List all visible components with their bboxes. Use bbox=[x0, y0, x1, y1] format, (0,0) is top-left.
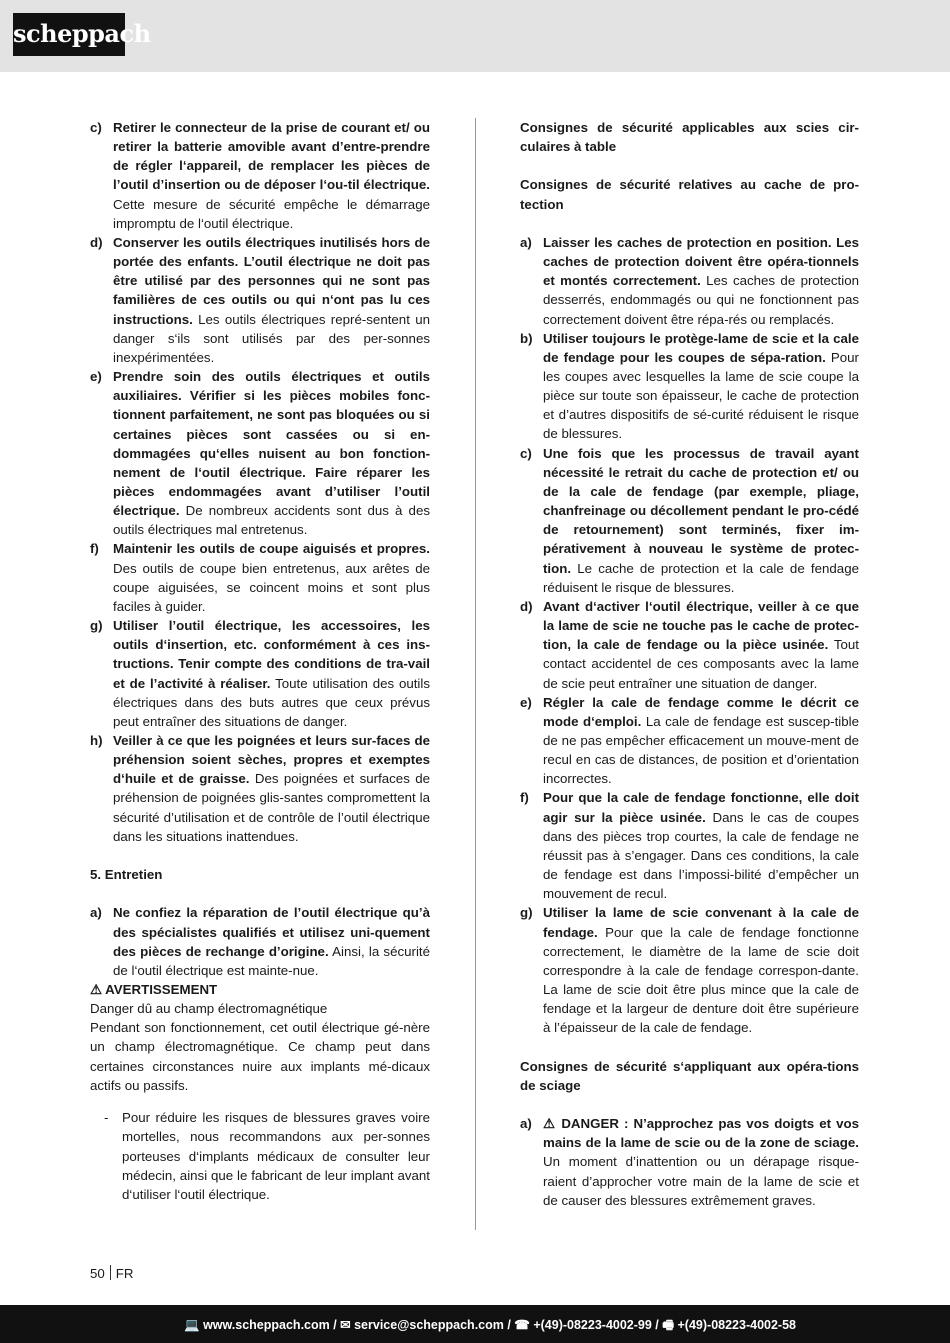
section-heading: 5. Entretien bbox=[90, 867, 163, 883]
item-text: Cette mesure de sécurité empêche le démarrage impromptu de l‘outil électrique. bbox=[113, 196, 430, 231]
item-bold-text: Veiller à ce que les poignées et leurs sur-faces de préhension soient sèches, propres et exemptes d‘huile et de graisse. bbox=[113, 733, 430, 787]
section-heading: Consignes de sécurité applicables aux scies cir-culaires à table bbox=[520, 120, 859, 155]
item-letter: a) bbox=[520, 234, 532, 250]
item-letter: e) bbox=[90, 369, 102, 385]
header-bar bbox=[0, 0, 950, 72]
list-item-f bbox=[90, 539, 430, 616]
item-text: Des poignées et surfaces de préhension de poignées glis-santes compromettent la sécurité d’utilisation et de contrôle de l’outil électrique dans les situations inattendues. bbox=[113, 771, 430, 844]
subsection-heading: Consignes de sécurité relatives au cache de pro-tection bbox=[520, 177, 859, 212]
item-letter: d) bbox=[520, 598, 533, 614]
list-item-a bbox=[520, 233, 859, 329]
item-letter: f) bbox=[90, 541, 99, 557]
list-item-danger bbox=[520, 1114, 859, 1210]
list-item-g bbox=[520, 903, 859, 1037]
page-number bbox=[90, 1265, 134, 1281]
warning-bullet-text: Pour réduire les risques de blessures graves voire mortelles, nous recommandons aux per-sonnes porteuses d‘implants médicaux de consulter leur médecin, ainsi que le fabricant de leur implant avant d‘utiliser l‘outil électrique. bbox=[122, 1110, 430, 1202]
item-text: De nombreux accidents sont dus à des outils électriques mal entretenus. bbox=[113, 503, 430, 538]
item-bold-text: Maintenir les outils de coupe aiguisés et propres. bbox=[113, 541, 430, 557]
item-text: Les caches de protection desserrés, endommagés ou qui ne fonctionnent pas correctement doivent être répa-rés ou remplacés. bbox=[543, 273, 859, 327]
item-letter: f) bbox=[520, 790, 529, 806]
item-letter: a) bbox=[90, 905, 102, 921]
item-letter: a) bbox=[520, 1116, 532, 1132]
list-item-e bbox=[90, 367, 430, 539]
footer-contact: 💻 www.scheppach.com / ✉ service@scheppach.com / ☎ +(49)-08223-4002-99 / 🖷 +(49)-08223-4002-58 bbox=[184, 1318, 796, 1332]
item-letter: c) bbox=[520, 445, 532, 461]
list-item-c bbox=[520, 444, 859, 597]
bullet-dash: - bbox=[104, 1110, 109, 1126]
subsection-heading: Consignes de sécurité s‘appliquant aux opéra-tions de sciage bbox=[520, 1058, 859, 1093]
item-bold-text: Utiliser toujours le protège-lame de scie et la cale de fendage pour les coupes de sépa-ration. bbox=[543, 330, 859, 365]
item-bold-text: Laisser les caches de protection en position. Les caches de protection doivent être opéra-tionnels et montés correctement. bbox=[543, 234, 859, 289]
warning-body: Pendant son fonctionnement, cet outil électrique gé-nère un champ électromagnétique. Ce champ peut dans certaines circonstances nuire aux implants mé-dicaux actifs ou passifs. bbox=[90, 1020, 430, 1093]
brand-logo: scheppach bbox=[13, 13, 125, 56]
item-bold-text: Pour que la cale de fendage fonctionne, elle doit agir sur la pièce usinée. bbox=[543, 790, 859, 825]
item-letter: h) bbox=[90, 733, 103, 748]
item-text: Dans le cas de coupes dans des pièces trop courtes, la cale de fendage ne réussit pas à s’engager. Dans ces conditions, la cale de fendage est dans l’impossi-bilité d’empêcher un mouvement de recul. bbox=[543, 809, 859, 902]
item-letter: g) bbox=[90, 618, 103, 634]
page-separator bbox=[110, 1265, 111, 1280]
item-letter: g) bbox=[520, 905, 533, 921]
list-item-e bbox=[520, 693, 859, 789]
list-item-d bbox=[520, 597, 859, 693]
item-bold-text: Une fois que les processus de travail ayant nécessité le retrait du cache de protection et/ ou de la cale de fendage (par exemple, pliage, chanfreinage ou décollement pendant le pro-cédé de retournement) sont terminés, fixer im-pérativement à nouveau le système de protec-tion. bbox=[543, 445, 859, 576]
column-divider bbox=[475, 118, 476, 1230]
item-text: Le cache de protection et la cale de fendage réduisent le risque de blessures. bbox=[543, 560, 859, 595]
item-letter: e) bbox=[520, 694, 532, 710]
list-item-b bbox=[520, 329, 859, 444]
item-text: Les outils électriques repré-sentent un danger s‘ils sont utilisés par des per-sonnes inexpérimentées. bbox=[113, 311, 430, 365]
item-bold-text: Utiliser l’outil électrique, les accessoires, les outils d‘insertion, etc. conformément à ces ins-tructions. Tenir compte des conditions de tra-vail et de l’activité à réaliser. bbox=[113, 618, 430, 691]
page-language: FR bbox=[115, 1266, 134, 1281]
item-bold-text: Avant d‘activer l‘outil électrique, veiller à ce que la lame de scie ne touche pas le cache de protec-tion, la cale de fendage ou la pièce usinée. bbox=[543, 598, 859, 653]
item-text: Toute utilisation des outils électriques dans des buts autres que ceux prévus peut entraîner des situations de danger. bbox=[113, 675, 430, 729]
item-bold-text: ⚠ DANGER : N’approchez pas vos doigts et vos mains de la lame de scie ou de la zone de sciage. bbox=[543, 1116, 859, 1151]
list-item-f bbox=[520, 788, 859, 903]
item-text: Un moment d’inattention ou un dérapage risque-raient d’approcher votre main de la lame de scie et de causer des blessures extrêmement graves. bbox=[543, 1154, 859, 1208]
footer-bar bbox=[0, 1305, 950, 1343]
list-item-c bbox=[90, 118, 430, 233]
warning-title: ⚠ AVERTISSEMENT bbox=[90, 982, 218, 997]
warning-subtitle: Danger dû au champ électromagnétique bbox=[90, 1001, 328, 1017]
item-text: La cale de fendage est suscep-tible de ne pas empêcher efficacement un mouve-ment de recul en cas de distances, de position et d’orientation incorrectes. bbox=[543, 713, 859, 787]
item-bold-text: Ne confiez la réparation de l’outil électrique qu’à des spécialistes qualifiés et utilisez uni-quement des pièces de rechange d’origine. bbox=[113, 905, 430, 959]
item-text: Pour les coupes avec lesquelles la lame de scie coupe la pièce sur toute son épaisseur, le cache de protection et d’autres dispositifs de sé-curité réduisent le risque de blessures. bbox=[543, 349, 859, 442]
list-item-d bbox=[90, 233, 430, 367]
item-text: Ainsi, la sécurité de l‘outil électrique est mainte-nue. bbox=[113, 943, 430, 978]
list-item-h bbox=[90, 731, 430, 846]
list-item-g bbox=[90, 616, 430, 731]
item-bold-text: Utiliser la lame de scie convenant à la cale de fendage. bbox=[543, 905, 859, 940]
item-letter: c) bbox=[90, 120, 102, 135]
left-column bbox=[90, 118, 430, 1217]
item-bold-text: Régler la cale de fendage comme le décrit ce mode d‘emploi. bbox=[543, 694, 859, 729]
item-text: Des outils de coupe bien entretenus, aux arêtes de coupe aiguisées, se coincent moins et sont plus faciles à guider. bbox=[113, 560, 430, 614]
item-bold-text: Prendre soin des outils électriques et outils auxiliaires. Vérifier si les pièces mobiles fonc-tionnent parfaitement, ne sont pas bloquées ou si certaines pièces sont cassées ou si en-dommagées qu‘elles nuisent au bon fonction-nement de l‘outil électrique. Faire réparer les pièces endommagées avant d’utiliser l’outil électrique. bbox=[113, 369, 430, 519]
right-column bbox=[520, 118, 859, 1210]
item-letter: d) bbox=[90, 234, 103, 250]
item-bold-text: Conserver les outils électriques inutilisés hors de portée des enfants. L’outil électrique ne doit pas être utilisé par des personnes qui ne sont pas familières de ces outils ou qui n‘ont pas lu ces instructions. bbox=[113, 234, 430, 327]
list-item-a bbox=[90, 903, 430, 980]
item-text: Pour que la cale de fendage fonctionne correctement, le diamètre de la lame de scie doit correspondre à la cale de fendage correspon-dante. La lame de scie doit être plus mince que la cale de fendage et la largeur de denture doit être supérieure à l’épaisseur de la cale de fendage. bbox=[543, 924, 859, 1036]
item-letter: b) bbox=[520, 330, 533, 346]
warning-bullet-item bbox=[90, 1108, 430, 1204]
item-text: Tout contact accidentel de ces composants avec la lame de scie peut entraîner une situation de danger. bbox=[543, 637, 859, 691]
page-number-value: 50 bbox=[90, 1266, 105, 1281]
item-bold-text: Retirer le connecteur de la prise de courant et/ ou retirer la batterie amovible avant d’entre-prendre de régler l‘appareil, de remplacer les pièces de l’outil d’insertion ou de déposer l‘ou-til électrique. bbox=[113, 120, 430, 193]
